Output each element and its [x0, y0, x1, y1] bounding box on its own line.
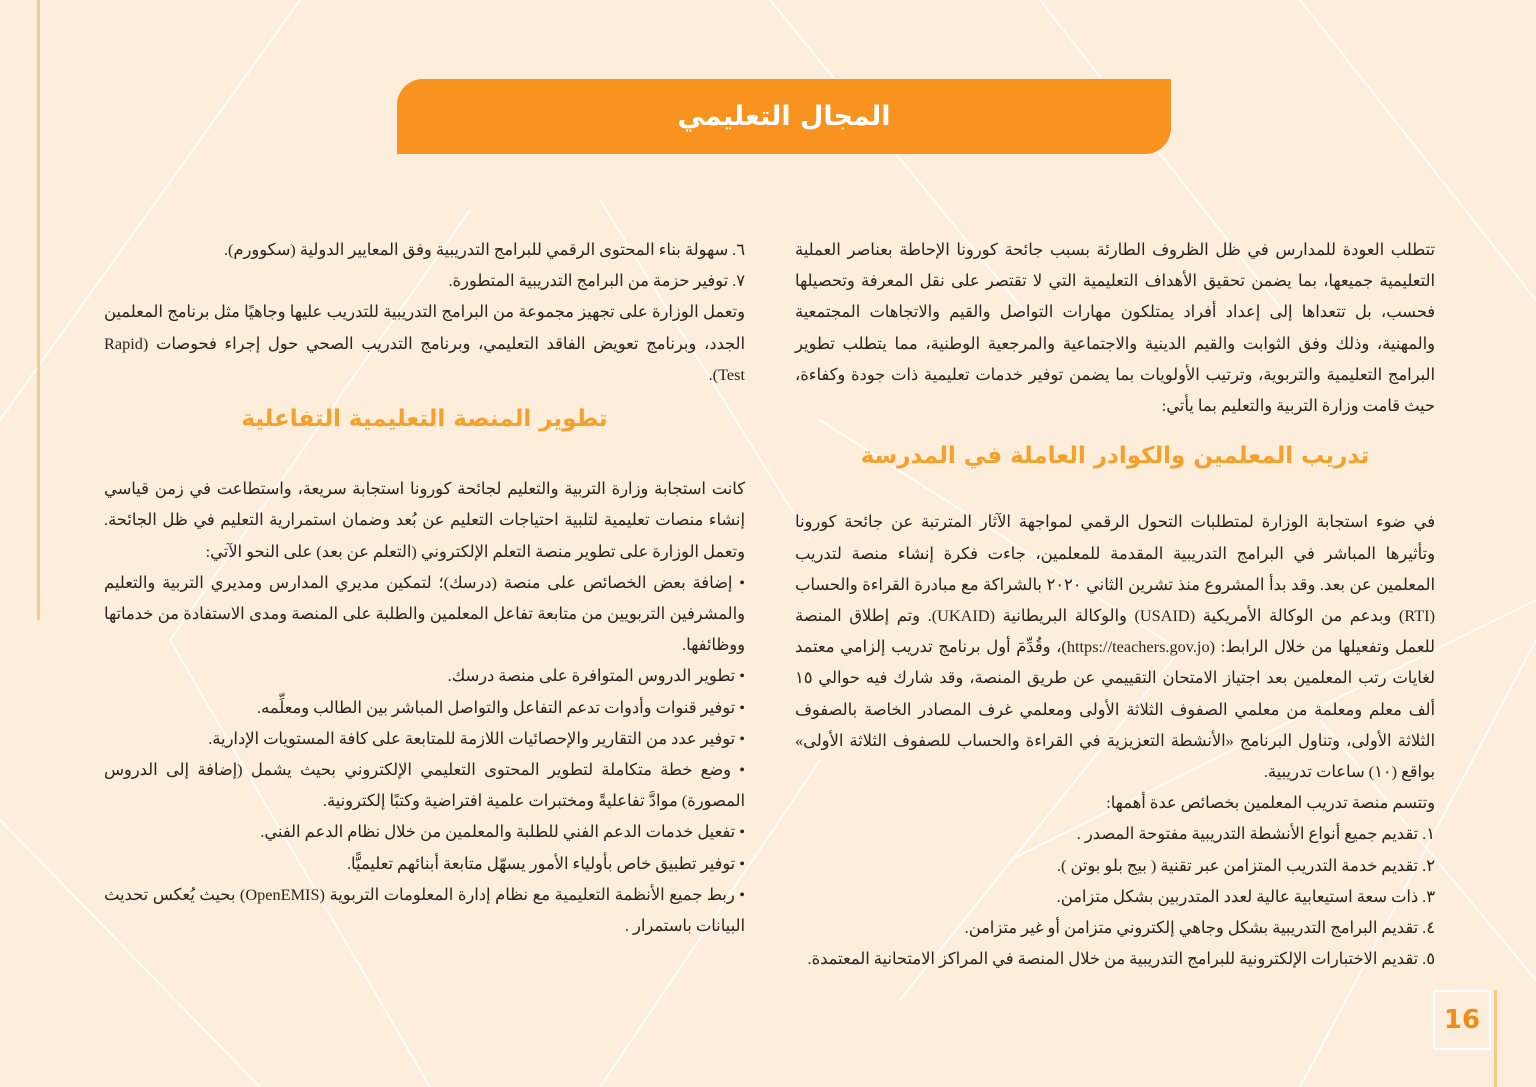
section-heading-interactive-platform: تطوير المنصة التعليمية التفاعلية: [241, 406, 608, 433]
list-item: ٤. تقديم البرامج التدريبية بشكل وجاهي إلكتروني متزامن أو غير متزامن.: [964, 918, 1435, 938]
list-item: ٧. توفير حزمة من البرامج التدريبية المتطورة.: [448, 271, 745, 291]
page-number-box: [1433, 990, 1491, 1050]
teacher-training-paragraph: في ضوء استجابة الوزارة لمتطلبات التحول الرقمي لمواجهة الآثار المترتبة عن جائحة كورونا وتأثيرها المباشر في البرامج التدريبية المقدمة للمعلمين، جاءت فكرة إنشاء منصة لتدريب المعلمين عن بعد. وقد بدأ المشروع منذ تشرين الثاني ٢٠٢٠ بالشراكة مع مبادرة القراءة والحساب (RTI) وبدعم من الوكالة الأمريكية (USAID) والوكالة البريطانية (UKAID). وتم إطلاق المنصة للعمل وتفعيلها من خلال الرابط: (https://teachers.gov.jo)، وقُدِّمَ أول برنامج تدريب إلزامي معتمد لغايات رتب المعلمين بعد اجتياز الامتحان التقييمي عن طريق المنصة، وقد شارك فيه حوالي ١٥ ألف معلم ومعلمة من معلمي الصفوف الثلاثة الأولى ومعلمي غرف المصادر الخاصة بالصفوف الثلاثة الأولى، وتناول البرنامج «الأنشطة التعزيزية في القراءة والحساب للصفوف الثلاثة الأولى» بواقع (١٠) ساعات تدريبية.: [795, 512, 1435, 782]
list-item: • إضافة بعض الخصائص على منصة (درسك)؛ لتمكين مديري المدارس ومديري التربية والتعليم والمشرفين التربويين من متابعة تفاعل المعلمين والطلبة على المنصة ومدى الاستفادة من خدماتها ووظائفها.: [104, 567, 745, 661]
platform-bullets: [104, 567, 745, 941]
list-item: • توفير قنوات وأدوات تدعم التفاعل والتواصل المباشر بين الطالب ومعلِّمه.: [104, 692, 745, 723]
intro-paragraph: تتطلب العودة للمدارس في ظل الظروف الطارئة بسبب جائحة كورونا الإحاطة بعناصر العملية التعليمية جميعها، بما يضمن تحقيق الأهداف التعليمية التي لا تقتصر على نقل المعرفة وتحصيلها فحسب، بل تتعداها إلى إعداد أفراد يمتلكون مهارات التواصل والقيم والاتجاهات المجتمعية والمهنية، وذلك وفق الثوابت والقيم الدينية والاجتماعية والمرجعية الوطنية، مما يتطلب تطوير البرامج التعليمية والتربوية، وترتيب الأولويات بما يضمن توفير خدمات تعليمية ذات جودة وكفاءة، حيث قامت وزارة التربية والتعليم بما يأتي:: [795, 240, 1435, 416]
list-item: ١. تقديم جميع أنواع الأنشطة التدريبية مفتوحة المصدر .: [1076, 824, 1435, 844]
list-item: ٥. تقديم الاختبارات الإلكترونية للبرامج التدريبية من خلال المنصة في المراكز الامتحانية المعتمدة.: [807, 949, 1435, 969]
features-list-continued: [104, 234, 745, 296]
list-item: ٣. ذات سعة استيعابية عالية لعدد المتدربين بشكل متزامن.: [1056, 886, 1435, 906]
left-column: [104, 234, 745, 941]
list-item: • وضع خطة متكاملة لتطوير المحتوى التعليمي الإلكتروني بحيث يشمل (إضافة إلى الدروس المصورة) موادَّ تفاعليةً ومختبرات علمية افتراضية وكتبًا إلكترونية.: [104, 754, 745, 816]
left-margin-rule: [37, 0, 40, 620]
features-intro: وتتسم منصة تدريب المعلمين بخصائص عدة أهمها:: [1106, 793, 1435, 813]
list-item: ٢. تقديم خدمة التدريب المتزامن عبر تقنية ( بيج بلو بوتن ).: [1056, 855, 1435, 875]
list-item: • توفير تطبيق خاص بأولياء الأمور يسهّل متابعة أبنائهم تعليميًّا.: [104, 848, 745, 879]
section-header-bar: [397, 79, 1171, 154]
programs-paragraph: وتعمل الوزارة على تجهيز مجموعة من البرامج التدريبية للتدريب عليها وجاهيًا مثل برنامج المعلمين الجدد، وبرنامج تعويض الفاقد التعليمي، وبرنامج التدريب الصحي حول إجراء فحوصات (Rapid Test).: [104, 302, 745, 384]
page-title: المجال التعليمي: [677, 101, 891, 132]
page-number: 16: [1443, 1005, 1481, 1035]
platform-paragraph: كانت استجابة وزارة التربية والتعليم لجائحة كورونا استجابة سريعة، واستطاعت في زمن قياسي إنشاء منصات تعليمية لتلبية احتياجات التعليم عن بُعد وضمان استمرارية التعليم في ظل الجائحة. وتعمل الوزارة على تطوير منصة التعلم الإلكتروني (التعلم عن بعد) على النحو الآتي:: [104, 479, 745, 561]
right-column: [795, 234, 1435, 974]
features-list: [795, 818, 1435, 974]
list-item: • تفعيل خدمات الدعم الفني للطلبة والمعلمين من خلال نظام الدعم الفني.: [104, 816, 745, 847]
list-item: • تطوير الدروس المتوافرة على منصة درسك.: [104, 660, 745, 691]
section-heading-teacher-training: تدريب المعلمين والكوادر العاملة في المدرسة: [860, 443, 1370, 470]
right-margin-rule: [1494, 990, 1497, 1087]
list-item: • ربط جميع الأنظمة التعليمية مع نظام إدارة المعلومات التربوية (OpenEMIS) بحيث يُعكس تحديث البيانات باستمرار .: [104, 879, 745, 941]
list-item: • توفير عدد من التقارير والإحصائيات اللازمة للمتابعة على كافة المستويات الإدارية.: [104, 723, 745, 754]
list-item: ٦. سهولة بناء المحتوى الرقمي للبرامج التدريبية وفق المعايير الدولية (سكوورم).: [223, 240, 745, 259]
